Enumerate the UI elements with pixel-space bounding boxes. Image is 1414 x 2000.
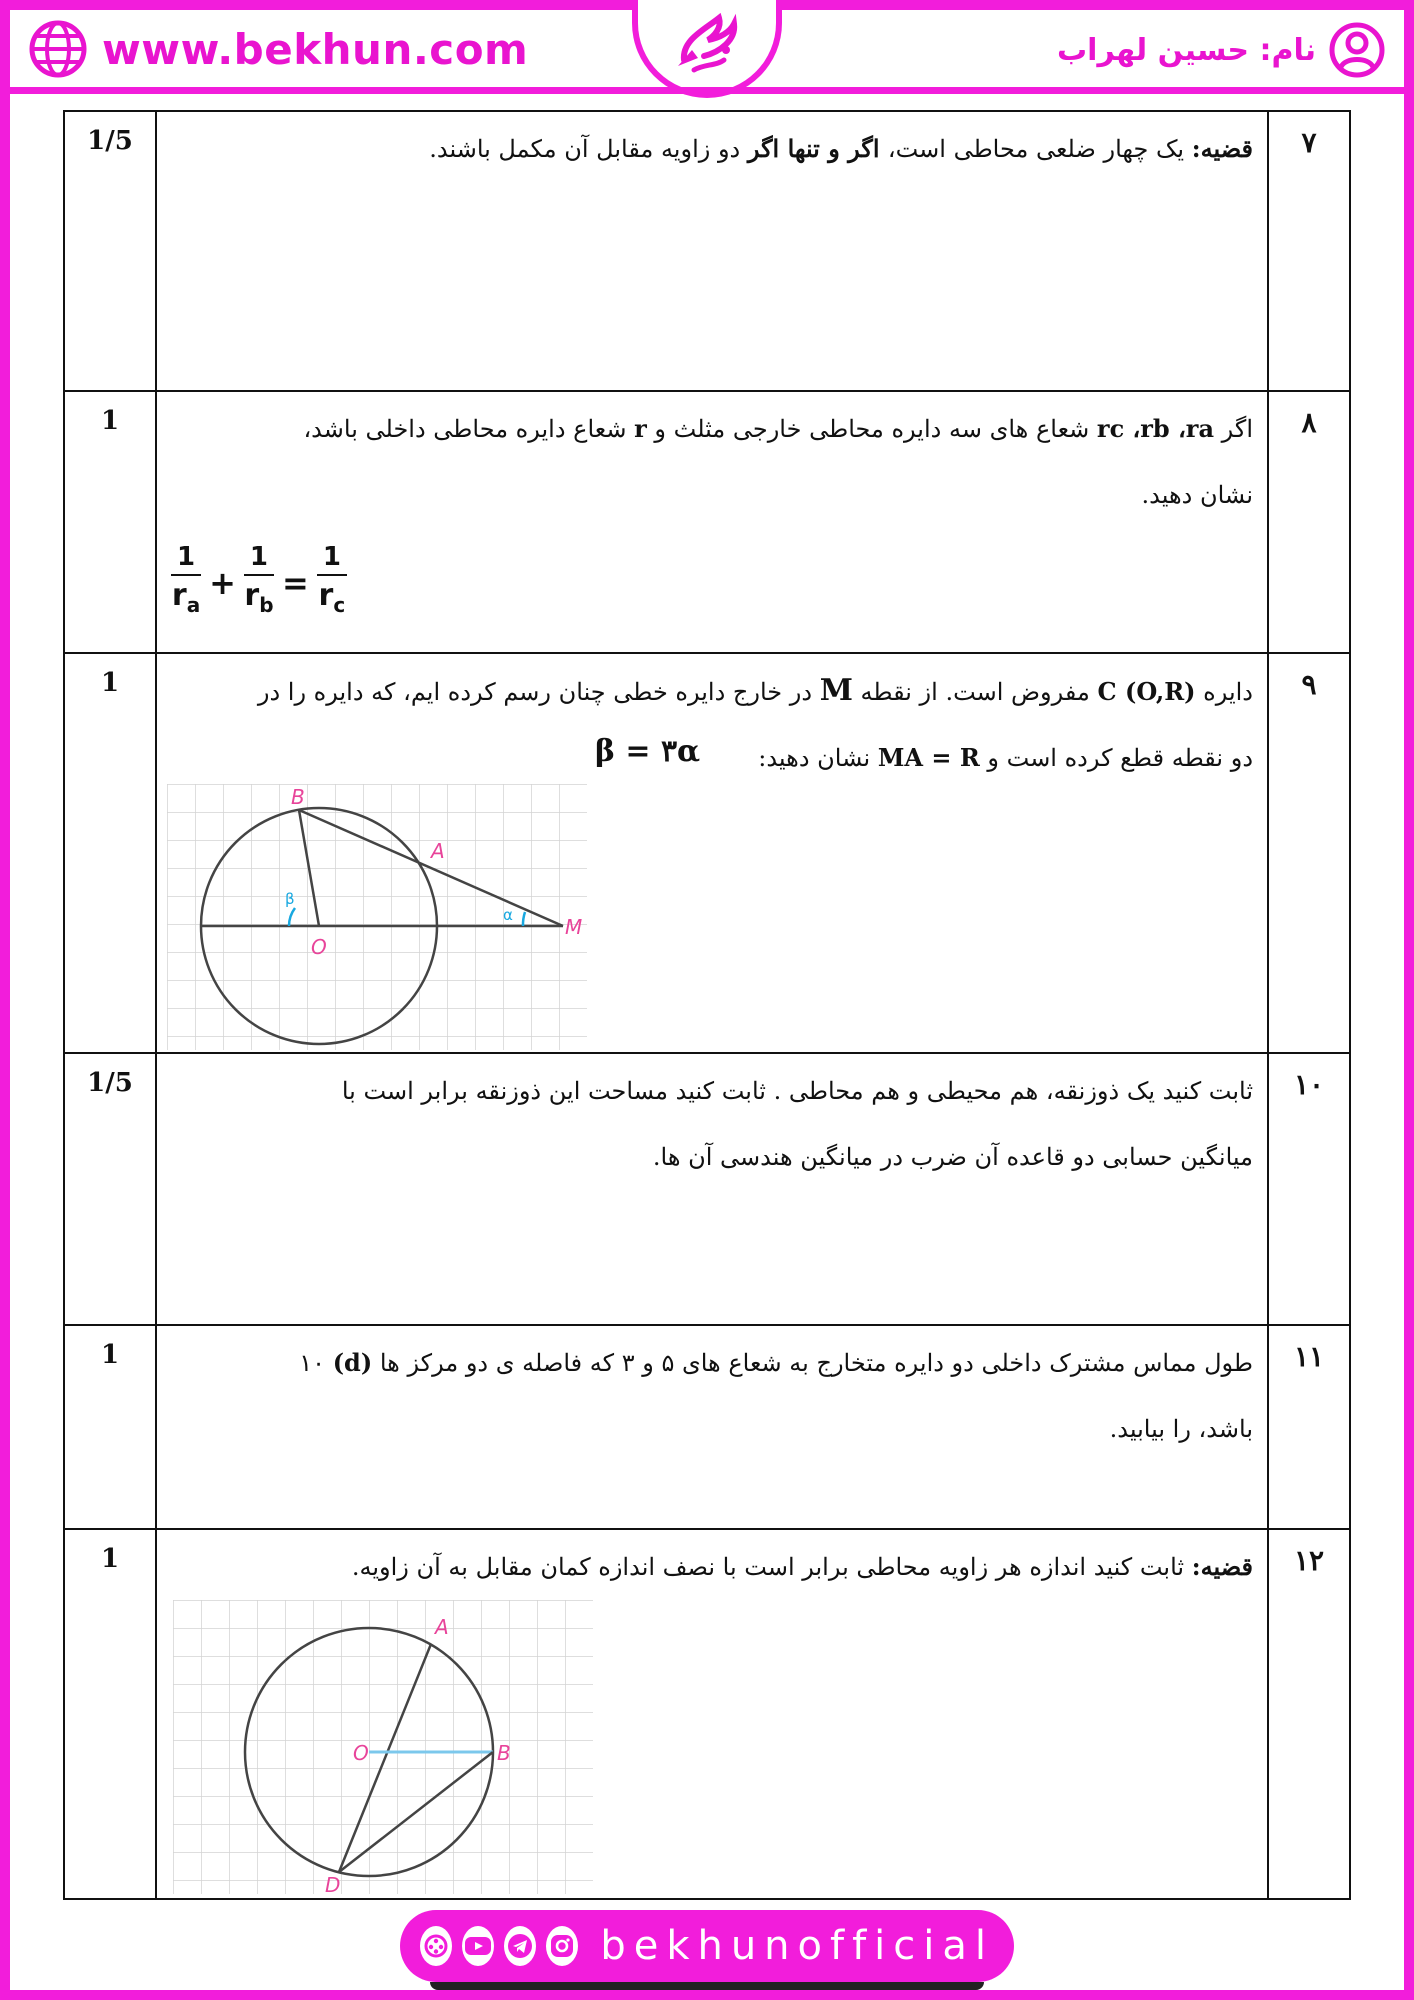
question-score: 1 xyxy=(65,1530,157,1898)
question-score: 1/5 xyxy=(65,112,157,390)
inscribed-angle-figure xyxy=(173,1600,593,1894)
question-score: 1 xyxy=(65,654,157,1052)
label-beta: β xyxy=(285,890,295,908)
question-score: 1 xyxy=(65,1326,157,1528)
circle-secant-figure xyxy=(167,784,587,1050)
social-handle[interactable]: bekhunofficial xyxy=(600,1923,995,1969)
question-text-part: میانگین حسابی دو قاعده آن ضرب در میانگین هندسی آن ها. xyxy=(652,1143,1253,1171)
question-score: 1 xyxy=(65,392,157,652)
question-text-part: اگر xyxy=(1221,415,1253,443)
label-alpha: α xyxy=(503,906,513,924)
iff-phrase: اگر و تنها اگر xyxy=(747,134,888,163)
question-text-part: دو نقطه قطع کرده است و xyxy=(987,744,1253,772)
name-label: نام: حسین لهراب xyxy=(1057,32,1316,68)
bekhun-logo xyxy=(664,10,750,80)
question-row xyxy=(65,654,1349,1054)
numerator: 1 xyxy=(244,540,274,576)
question-text-part: باشد، را بیابید. xyxy=(1109,1415,1253,1443)
equals-sign: = xyxy=(282,563,309,602)
question-text-part: یک چهار ضلعی محاطی است، xyxy=(887,135,1192,163)
telegram-icon[interactable] xyxy=(504,1926,536,1966)
label-d: D xyxy=(325,1873,341,1894)
question-text-part: نشان دهید. xyxy=(1141,481,1253,509)
label-o: O xyxy=(353,1741,369,1765)
question-number: ۱۰ xyxy=(1267,1054,1349,1324)
question-text xyxy=(159,112,1265,390)
numerator: 1 xyxy=(317,540,347,576)
question-text xyxy=(159,1054,1265,1324)
label-a: A xyxy=(435,1615,449,1639)
label-b: B xyxy=(497,1741,511,1765)
question-text-part: طول مماس مشترک داخلی دو دایره متخارج به شعاع های ۵ و ۳ که فاصله ی دو مرکز ها xyxy=(379,1349,1253,1377)
plus-sign: + xyxy=(209,563,236,602)
user-icon xyxy=(1328,21,1386,79)
question-score: 1/5 xyxy=(65,1054,157,1324)
youtube-icon[interactable] xyxy=(462,1926,494,1966)
question-row xyxy=(65,1530,1349,1898)
denominator: $r_c$ xyxy=(318,578,346,617)
fraction xyxy=(171,540,201,625)
footer-shadow xyxy=(430,1982,984,1990)
point-m: M xyxy=(819,673,853,708)
student-name xyxy=(1057,20,1386,80)
reels-icon[interactable] xyxy=(420,1926,452,1966)
question-row xyxy=(65,1326,1349,1530)
instagram-icon[interactable] xyxy=(546,1926,578,1966)
brand-logo xyxy=(632,0,782,98)
question-number: ۷ xyxy=(1267,112,1349,390)
question-text-part: دایره xyxy=(1203,678,1253,706)
question-row xyxy=(65,1054,1349,1326)
label-m: M xyxy=(565,915,583,939)
question-text xyxy=(159,392,1265,652)
site-link[interactable] xyxy=(28,18,528,80)
globe-icon xyxy=(28,19,88,79)
ma-equals-r: MA = R xyxy=(877,743,980,772)
distance-d: (d) xyxy=(332,1348,373,1377)
exradii: rc ،rb ،ra xyxy=(1096,414,1215,443)
beta-alpha-equation: β = ۳α xyxy=(595,734,701,769)
question-text-part: ۱۰ xyxy=(299,1349,326,1377)
question-text-part: در خارج دایره خطی چنان رسم کرده ایم، که دایره را در xyxy=(257,678,813,706)
question-text-part: شعاع دایره محاطی داخلی باشد، xyxy=(303,415,627,443)
fraction xyxy=(317,540,347,625)
social-footer xyxy=(400,1910,1014,1982)
question-text xyxy=(159,1326,1265,1528)
question-number: ۹ xyxy=(1267,654,1349,1052)
question-text-part: دو زاویه مقابل آن مکمل باشند. xyxy=(429,135,748,163)
theorem-label: قضیه: xyxy=(1191,1552,1253,1581)
header-divider xyxy=(10,87,1404,94)
question-number: ۱۱ xyxy=(1267,1326,1349,1528)
question-text-part: ثابت کنید یک ذوزنقه، هم محیطی و هم محاطی . ثابت کنید مساحت این ذوزنقه برابر است با xyxy=(341,1077,1253,1105)
page-header xyxy=(10,10,1404,92)
question-number: ۸ xyxy=(1267,392,1349,652)
theorem-label: قضیه: xyxy=(1191,134,1253,163)
question-text-part: شعاع های سه دایره محاطی خارجی مثلث و xyxy=(654,415,1090,443)
exam-table xyxy=(63,110,1351,1900)
inradius: r xyxy=(634,414,647,443)
fraction xyxy=(244,540,274,625)
circle-notation: C (O,R) xyxy=(1097,677,1196,706)
numerator: 1 xyxy=(171,540,201,576)
question-number: ۱۲ xyxy=(1267,1530,1349,1898)
label-b: B xyxy=(291,785,305,809)
question-text-part: ثابت کنید اندازه هر زاویه محاطی برابر است با نصف اندازه کمان مقابل به آن زاویه. xyxy=(351,1553,1192,1581)
label-a: A xyxy=(431,839,445,863)
label-o: O xyxy=(311,935,327,959)
question-text-part: مفروض است. از نقطه xyxy=(860,678,1090,706)
question-row xyxy=(65,392,1349,654)
denominator: $r_a$ xyxy=(171,578,201,617)
site-url[interactable]: www.bekhun.com xyxy=(102,24,529,74)
question-text-part: نشان دهید: xyxy=(758,744,871,772)
denominator: $r_b$ xyxy=(244,578,274,617)
question-row xyxy=(65,112,1349,392)
reciprocal-formula xyxy=(171,540,347,625)
